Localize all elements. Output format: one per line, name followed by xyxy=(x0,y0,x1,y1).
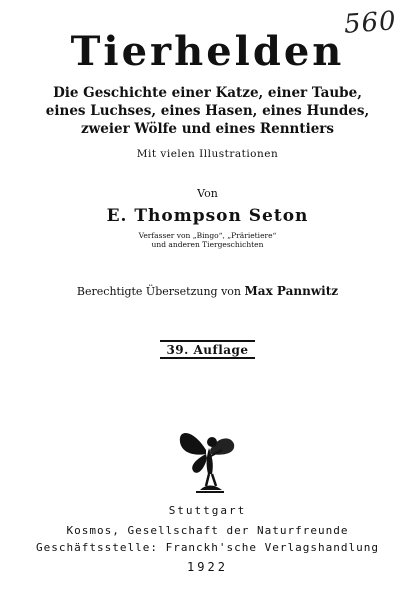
pencil-annotation: 560 xyxy=(343,6,398,40)
edition-label: 39. Auflage xyxy=(160,340,254,359)
imprint-city: Stuttgart xyxy=(168,504,247,517)
illustrations-note: Mit vielen Illustrationen xyxy=(136,148,279,160)
by-label: Von xyxy=(197,187,218,200)
edition-block xyxy=(0,339,415,359)
subtitle-line-1: Die Geschichte einer Katze, einer Taube, xyxy=(53,85,362,101)
translator-name: Max Pannwitz xyxy=(244,284,339,298)
subtitle-line-3: zweier Wölfe und eines Renntiers xyxy=(81,121,334,137)
author-works-line-2: und anderen Tiergeschichten xyxy=(151,240,264,249)
publisher-emblem-icon xyxy=(176,420,240,494)
publication-year: 1922 xyxy=(187,560,228,574)
translation-label: Berechtigte Übersetzung von xyxy=(76,285,242,298)
author-works-line-1: Verfasser von „Bingo“, „Prärietiere“ xyxy=(138,231,277,240)
subtitle-line-2: eines Luchses, eines Hasen, eines Hundes, xyxy=(45,103,370,119)
book-title: Tierhelden xyxy=(70,28,345,75)
publisher-line-2: Geschäftsstelle: Franckh'sche Verlagshandlung xyxy=(35,541,379,554)
author-name: E. Thompson Seton xyxy=(106,206,309,226)
translation-credit xyxy=(0,284,415,298)
publisher-line-1: Kosmos, Gesellschaft der Naturfreunde xyxy=(66,524,349,537)
